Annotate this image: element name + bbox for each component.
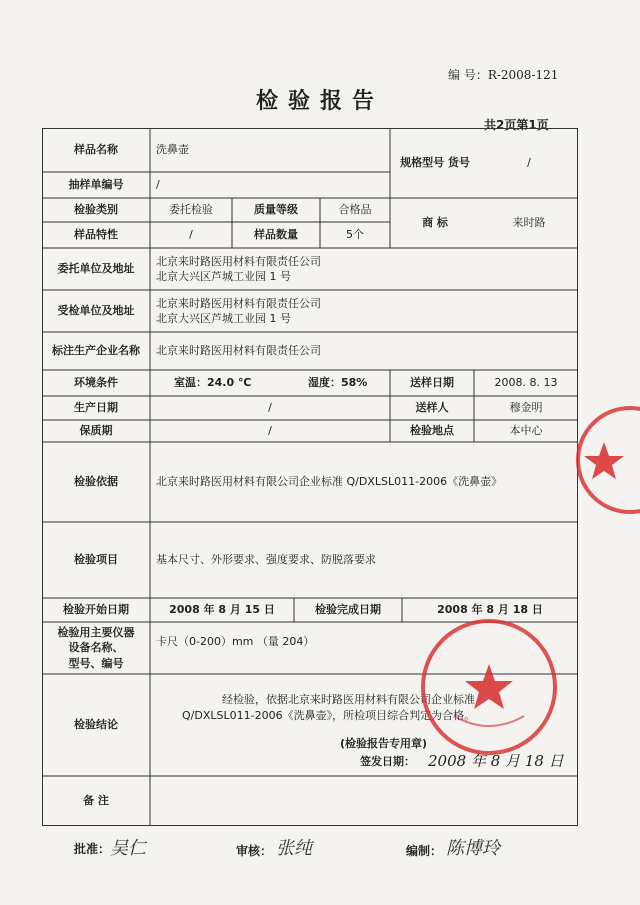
report-seal-label: (检验报告专用章) [340,737,428,750]
trademark-value: 来时路 [512,216,546,230]
quality-grade-value: 合格品 [338,203,372,217]
review-label: 审核： [236,844,273,858]
sampling-no-value: / [156,178,160,192]
approve-signature: 吴仁 [110,838,146,859]
sample-qty-value: 5个 [346,228,364,242]
items-value: 基本尺寸、外形要求、强度要求、防脱落要求 [156,553,376,567]
send-date-label: 送样日期 [410,376,454,390]
conclusion-line-1: 经检验，依据北京来时路医用材料有限公司企业标准 [222,693,475,706]
inspection-seal [414,612,564,762]
prepare-label: 编制： [406,844,443,858]
end-date-label: 检验完成日期 [315,603,381,617]
inspected-address [150,290,578,332]
location-value: 本中心 [509,424,543,438]
inspection-type-label: 检验类别 [74,203,118,217]
remarks-value [150,776,578,826]
items-label: 检验项目 [74,553,118,567]
instrument-value: 卡尺（0-200）mm （量 204） [156,635,315,649]
sender-label: 送样人 [415,401,449,415]
document-title: 检验报告 [255,88,384,114]
inspection-type-value: 委托检验 [169,203,213,217]
env-humidity: 湿度：58% [308,376,368,390]
sample-char-label: 样品特性 [74,228,118,242]
env-temp: 室温：24.0 ℃ [174,376,252,390]
issue-date-label: 签发日期： [360,755,415,768]
approve-label: 批准： [74,842,111,856]
sample-qty-label: 样品数量 [254,228,298,242]
prod-date-value: / [268,401,272,415]
instrument-label-line-1: 检验用主要仪器 [57,625,135,639]
client-addr: 北京大兴区芦城工业园 1 号 [156,270,291,283]
inspected-label: 受检单位及地址 [57,304,135,318]
prepare-signature: 陈博玲 [446,838,500,859]
conclusion-label: 检验结论 [74,718,118,732]
client-address [150,248,578,290]
location-label: 检验地点 [410,424,454,438]
basis-value: 北京来时路医用材料有限公司企业标准 Q/DXLSL011-2006《洗鼻壶》 [156,475,503,489]
end-date-value: 2008 年 8 月 18 日 [437,603,543,617]
sample-name-value: 洗鼻壶 [156,143,189,157]
shelf-life-value: / [268,424,272,438]
conclusion-line-2: Q/DXLSL011-2006《洗鼻壶》，所检项目综合判定为合格。 [182,709,476,722]
instrument-label [42,622,150,674]
send-date-value: 2008. 8. 13 [494,376,558,390]
start-date-value: 2008 年 8 月 15 日 [169,603,275,617]
page-info: 共2页第1页 [484,118,549,132]
quality-grade-label: 质量等级 [254,203,298,217]
remarks-label: 备 注 [83,794,109,808]
sample-char-value: / [189,228,193,242]
sender-value: 穆金明 [509,401,543,415]
inspected-addr: 北京大兴区芦城工业园 1 号 [156,312,291,325]
spec-value: / [527,156,531,170]
instrument-label-line-3: 型号、编号 [68,656,124,670]
env-label: 环境条件 [74,376,118,390]
manufacturer-label: 标注生产企业名称 [52,344,140,358]
basis-label: 检验依据 [74,475,118,489]
client-name: 北京来时路医用材料有限责任公司 [156,254,321,268]
manufacturer-value: 北京来时路医用材料有限责任公司 [156,344,321,358]
edge-seal [570,400,640,520]
start-date-label: 检验开始日期 [63,603,129,617]
prod-date-label: 生产日期 [74,401,118,415]
spec-label: 规格型号 货号 [400,156,470,170]
client-label: 委托单位及地址 [57,262,135,276]
sampling-no-label: 抽样单编号 [68,178,124,192]
issue-date-value: 2008 年 8 月 18 日 [428,752,564,770]
report-number: 编 号：R-2008-121 [448,68,559,82]
sample-name-label: 样品名称 [74,143,118,157]
trademark-label: 商 标 [422,216,448,230]
inspected-name: 北京来时路医用材料有限责任公司 [156,296,321,310]
shelf-life-label: 保质期 [79,424,113,438]
review-signature: 张纯 [276,838,312,859]
instrument-label-line-2: 设备名称、 [68,641,124,655]
